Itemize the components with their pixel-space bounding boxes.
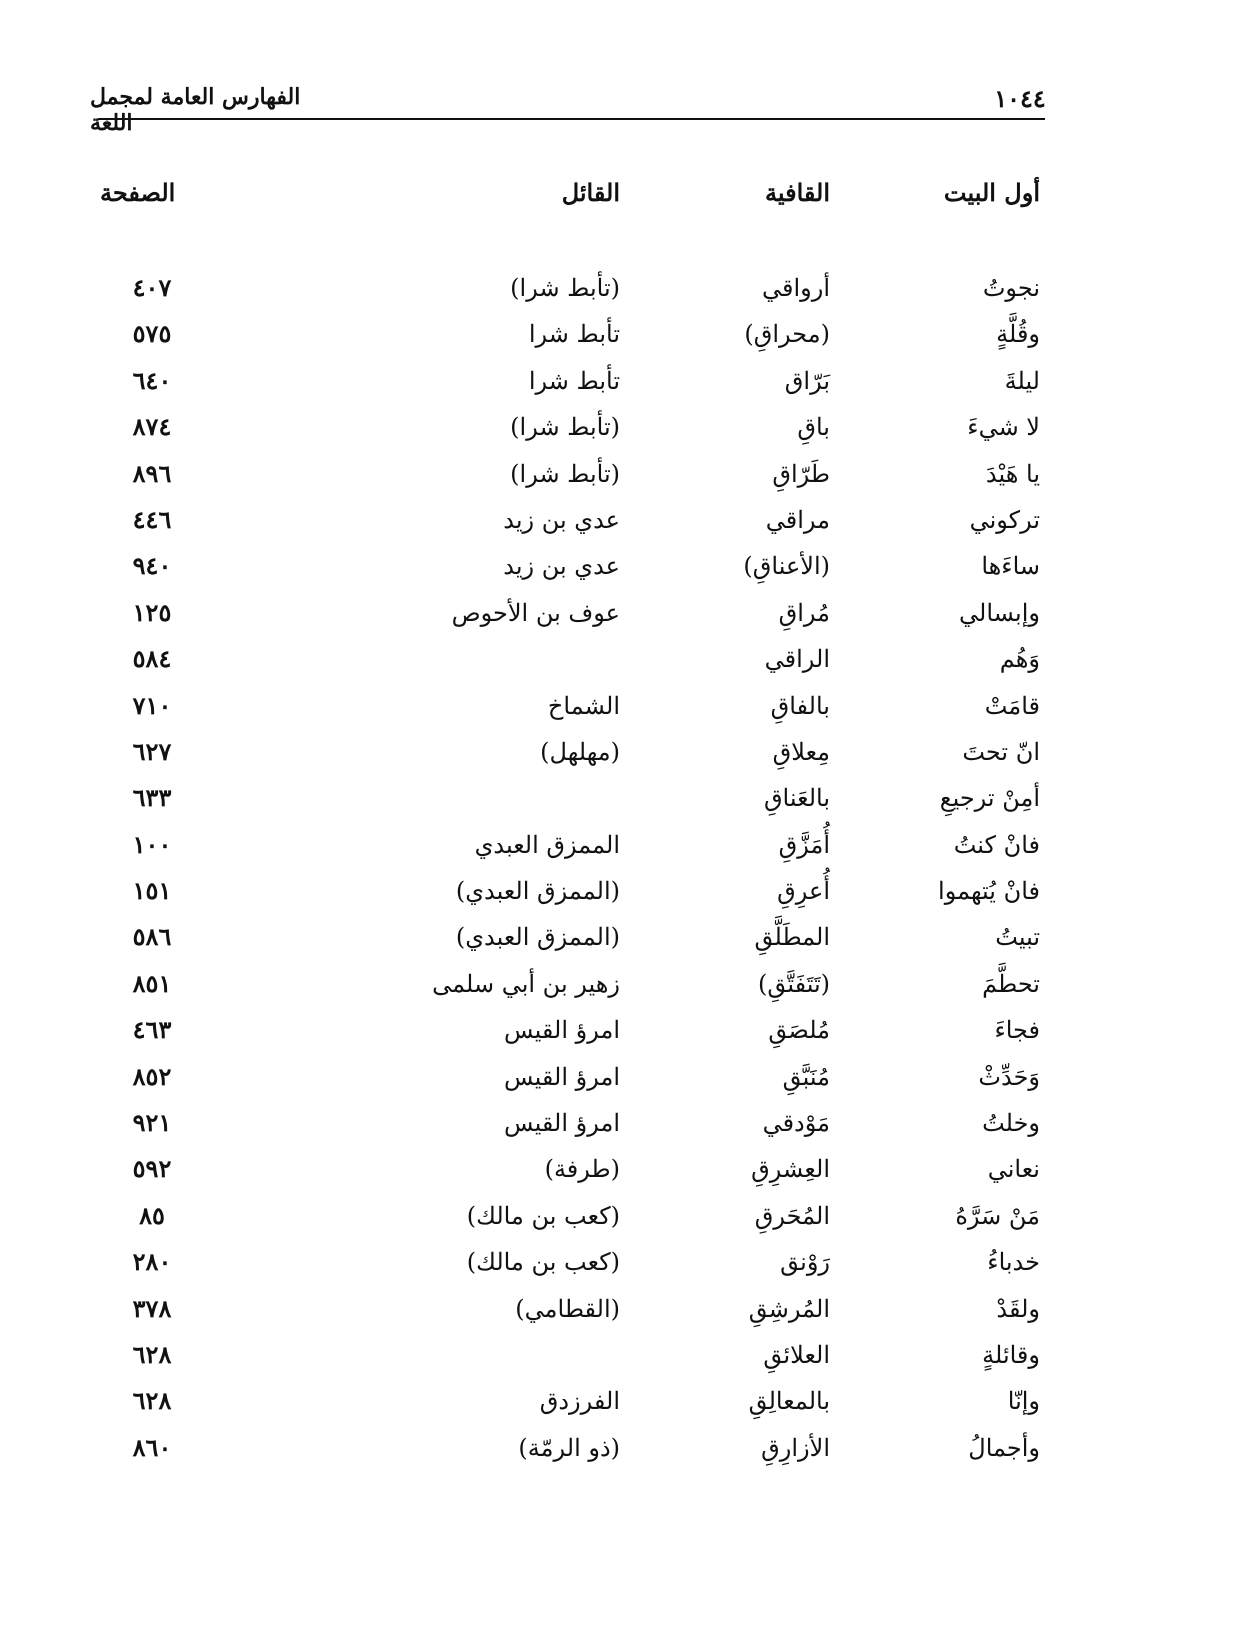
poet-name: تأبط شرا: [528, 320, 620, 349]
poet-name: امرؤ القيس: [504, 1109, 620, 1138]
first-word: وقُلَّةٍ: [996, 320, 1040, 349]
poet-name: (مهلهل): [540, 737, 620, 766]
first-word: وَحَدِّثْ: [978, 1062, 1040, 1091]
index-row: [0, 1146, 1235, 1192]
poet-name: امرؤ القيس: [504, 1062, 620, 1091]
poet-name: (الممزق العبدي): [455, 877, 620, 906]
first-word: تبيتُ: [995, 923, 1040, 952]
page-ref: ٥٩٢: [132, 1154, 172, 1184]
page-ref: ٦٢٨: [132, 1386, 172, 1416]
column-header-page: الصفحة: [100, 178, 176, 207]
page-ref: ٨٩٦: [132, 458, 172, 488]
first-word: وقائلةٍ: [982, 1340, 1040, 1369]
first-word: ساءَها: [981, 552, 1040, 581]
first-word: لا شيءَ: [967, 413, 1040, 442]
first-word: نعاني: [987, 1155, 1040, 1184]
index-row: [0, 1100, 1235, 1146]
poet-name: (كعب بن مالك): [466, 1248, 620, 1277]
rhyme-word: المطَلَّقِ: [754, 923, 830, 952]
first-word: فانْ كنتُ: [953, 830, 1040, 859]
index-row: [0, 1378, 1235, 1424]
rhyme-word: مراقي: [765, 505, 830, 534]
index-row: [0, 1054, 1235, 1100]
rhyme-word: رَوْنق: [780, 1248, 830, 1277]
poet-name: الفرزدق: [539, 1387, 620, 1416]
poet-name: (طرفة): [544, 1155, 620, 1184]
first-word: مَنْ سَرَّهُ: [955, 1201, 1040, 1230]
poet-name: (تأبط شرا): [510, 274, 620, 302]
page-ref: ٥٨٤: [132, 644, 172, 674]
page-ref: ٥٨٦: [132, 922, 172, 952]
first-word: تحطَّمَ: [982, 969, 1040, 998]
index-row: [0, 311, 1235, 357]
column-header-poet: القائل: [561, 178, 620, 207]
rhyme-word: بالمعالِقِ: [748, 1387, 830, 1416]
rhyme-word: المُحَرقِ: [754, 1201, 830, 1230]
poet-name: عدي بن زيد: [503, 552, 620, 581]
poet-name: (ذو الرمّة): [518, 1433, 620, 1462]
rhyme-word: (الأعناقِ): [743, 552, 830, 581]
first-word: أمِنْ ترجيعِ: [939, 784, 1040, 813]
index-row: [0, 497, 1235, 543]
header-rule: [98, 118, 1045, 120]
index-row: [0, 590, 1235, 636]
running-title: الفهارس العامة لمجمل اللغة: [90, 84, 301, 136]
rhyme-word: طَرّاقِ: [772, 459, 830, 488]
poet-name: عوف بن الأحوص: [451, 598, 620, 627]
page-ref: ٥٧٥: [132, 319, 172, 349]
rhyme-word: المُرشِقِ: [748, 1294, 830, 1323]
page-ref: ٧١٠: [132, 690, 172, 720]
first-word: نجوتُ: [982, 274, 1040, 302]
index-row: [0, 729, 1235, 775]
rhyme-word: العِشرِقِ: [751, 1155, 830, 1184]
index-row: [0, 451, 1235, 497]
rhyme-word: مِعلاقِ: [772, 737, 830, 766]
first-word: تركوني: [969, 505, 1040, 534]
poet-name: عدي بن زيد: [503, 505, 620, 534]
first-word: وخلتُ: [982, 1109, 1040, 1138]
poet-name: امرؤ القيس: [504, 1016, 620, 1045]
index-row: [0, 358, 1235, 404]
page-number: ١٠٤٤: [994, 84, 1046, 113]
index-row: [0, 1007, 1235, 1053]
index-row: [0, 1332, 1235, 1378]
index-row: [0, 1425, 1235, 1471]
rhyme-word: العلائقِ: [763, 1340, 830, 1369]
page-ref: ٢٨٠: [132, 1247, 172, 1277]
rhyme-word: مَوْدقي: [762, 1109, 830, 1138]
page-ref: ٦٢٧: [132, 736, 172, 766]
index-row: [0, 775, 1235, 821]
page-ref: ٣٧٨: [132, 1293, 172, 1323]
rhyme-word: مُراقِ: [778, 598, 830, 627]
rhyme-word: أُعرِقِ: [777, 877, 830, 906]
page-ref: ١٥١: [132, 876, 172, 906]
page-ref: ٨٥: [139, 1200, 165, 1230]
page-ref: ١٢٥: [132, 597, 172, 627]
page-ref: ٨٥٢: [132, 1061, 172, 1091]
rhyme-word: مُلصَقِ: [768, 1016, 830, 1045]
first-word: ليلةَ: [1004, 366, 1040, 395]
first-word: انّ تحتَ: [962, 737, 1040, 766]
rhyme-word: بَرّاق: [784, 366, 830, 395]
page-ref: ٦٢٨: [132, 1339, 172, 1369]
index-row: [0, 636, 1235, 682]
poet-name: (تأبط شرا): [510, 459, 620, 488]
page-ref: ٨٧٤: [132, 412, 172, 442]
first-word: يا هَيْدَ: [985, 459, 1040, 488]
rhyme-word: أُمَزَّقِ: [778, 830, 830, 859]
page-ref: ٩٢١: [132, 1108, 172, 1138]
page-ref: ٦٤٠: [132, 365, 172, 395]
index-row: [0, 1239, 1235, 1285]
poet-name: تأبط شرا: [528, 366, 620, 395]
rhyme-word: (تَتَفَتَّقِ): [757, 969, 830, 998]
page-ref: ٦٣٣: [132, 783, 172, 813]
first-word: خدباءُ: [987, 1248, 1040, 1277]
rhyme-word: (محراقِ): [744, 320, 830, 349]
index-row: [0, 1286, 1235, 1332]
poet-name: (القطامي): [515, 1294, 620, 1323]
index-row: [0, 1193, 1235, 1239]
poet-name: (كعب بن مالك): [466, 1201, 620, 1230]
page-ref: ٤٤٦: [132, 504, 172, 534]
rhyme-word: بالعَناقِ: [763, 784, 830, 813]
rhyme-word: الراقي: [764, 645, 830, 674]
index-row: [0, 404, 1235, 450]
first-word: ولقَدْ: [996, 1294, 1040, 1323]
poet-name: (تأبط شرا): [510, 413, 620, 442]
page-ref: ٤٠٧: [132, 273, 172, 302]
index-row: [0, 543, 1235, 589]
first-word: وإنّا: [1007, 1387, 1040, 1416]
column-header-rhyme: القافية: [764, 178, 830, 207]
index-row: [0, 961, 1235, 1007]
poet-name: (الممزق العبدي): [455, 923, 620, 952]
column-header-first-verse: أول البيت: [943, 178, 1040, 207]
index-row: [0, 914, 1235, 960]
index-row: [0, 683, 1235, 729]
verse-index-list: [0, 265, 1235, 1471]
page-ref: ١٠٠: [132, 829, 172, 859]
rhyme-word: الأزارِقِ: [761, 1433, 830, 1462]
first-word: وإبسالي: [959, 598, 1040, 627]
rhyme-word: أرواقي: [762, 274, 830, 302]
index-row: [0, 822, 1235, 868]
first-word: وَهُم: [999, 645, 1040, 674]
page-ref: ٩٤٠: [132, 551, 172, 581]
first-word: فانْ يُتهموا: [938, 877, 1040, 906]
page-ref: ٨٥١: [132, 968, 172, 998]
rhyme-word: بالفاقِ: [770, 691, 830, 720]
index-row: [0, 868, 1235, 914]
rhyme-word: مُنَبَّقِ: [782, 1062, 830, 1091]
page-ref: ٨٦٠: [132, 1432, 172, 1462]
poet-name: الشماخ: [547, 691, 620, 720]
page-ref: ٤٦٣: [132, 1015, 172, 1045]
poet-name: زهير بن أبي سلمى: [432, 969, 620, 998]
first-word: فجاءَ: [994, 1016, 1040, 1045]
rhyme-word: باقِ: [797, 413, 830, 442]
index-row: [0, 265, 1235, 311]
first-word: وأجمالُ: [968, 1433, 1040, 1462]
first-word: قامَتْ: [984, 691, 1040, 720]
poet-name: الممزق العبدي: [474, 830, 620, 859]
